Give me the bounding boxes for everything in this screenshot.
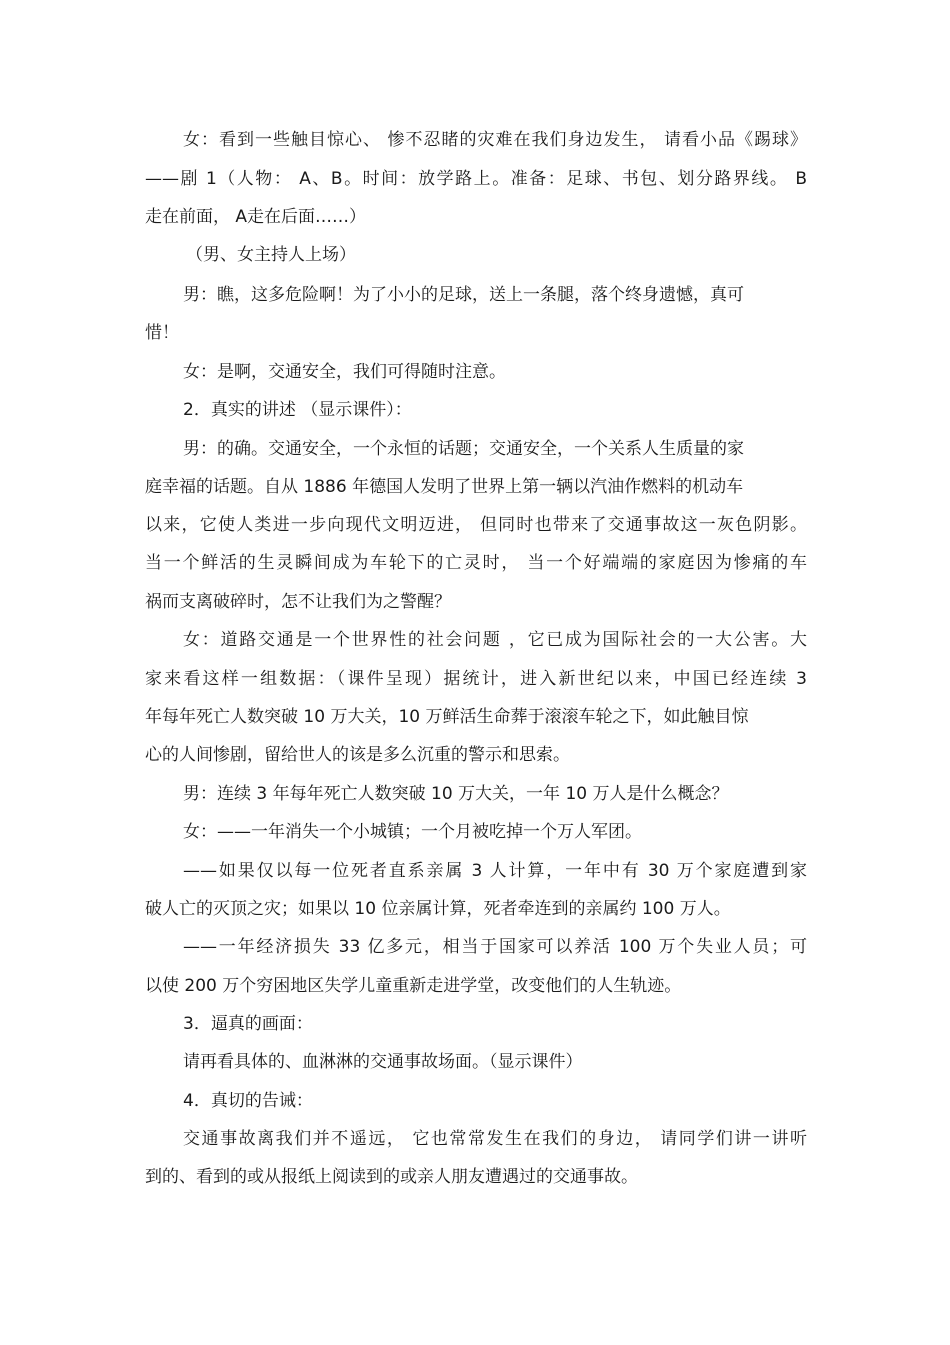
text-line: 惜！: [145, 323, 179, 343]
text-line: 男：的确。交通安全，一个永恒的话题；交通安全，一个关系人生质量的家: [183, 439, 744, 459]
text-line: 以使 200 万个穷困地区失学儿童重新走进学堂，改变他们的人生轨迹。: [145, 976, 682, 996]
text-line: 女：——一年消失一个小城镇；一个月被吃掉一个万人军团。: [183, 822, 642, 842]
text-line: 男：瞧，这多危险啊！为了小小的足球，送上一条腿，落个终身遗憾，真可: [183, 285, 744, 305]
text-line: 3．逼真的画面：: [183, 1014, 313, 1034]
text-line: 2．真实的讲述 （显示课件）：: [183, 400, 412, 420]
text-line: 年每年死亡人数突破 10 万大关，10 万鲜活生命葬于滚滚车轮之下，如此触目惊: [145, 707, 749, 727]
text-line: ——一年经济损失 33 亿多元，相当于国家可以养活 100 万个失业人员；可: [183, 937, 807, 957]
text-line: 走在前面， A走在后面……）: [145, 207, 367, 227]
text-line: 交通事故离我们并不遥远， 它也常常发生在我们的身边， 请同学们讲一讲听: [183, 1129, 807, 1149]
text-line: 女：道路交通是一个世界性的社会问题 ，它已成为国际社会的一大公害。大: [183, 630, 807, 650]
text-line: 当一个鲜活的生灵瞬间成为车轮下的亡灵时， 当一个好端端的家庭因为惨痛的车: [145, 553, 807, 573]
text-line: ——剧 1（人物： A、B。时间：放学路上。准备：足球、书包、划分路界线。 B: [145, 169, 807, 189]
text-line: （男、女主持人上场）: [186, 245, 356, 265]
text-line: 以来，它使人类进一步向现代文明迈进， 但同时也带来了交通事故这一灰色阴影。: [145, 515, 807, 535]
text-line: 破人亡的灭顶之灾；如果以 10 位亲属计算，死者牵连到的亲属约 100 万人。: [145, 899, 731, 919]
text-line: 到的、看到的或从报纸上阅读到的或亲人朋友遭遇过的交通事故。: [145, 1167, 638, 1187]
text-line: 男：连续 3 年每年死亡人数突破 10 万大关，一年 10 万人是什么概念？: [183, 784, 729, 804]
text-line: 请再看具体的、血淋淋的交通事故场面。（显示课件）: [183, 1052, 583, 1072]
text-line: 祸而支离破碎时，怎不让我们为之警醒？: [145, 592, 451, 612]
text-line: 家来看这样一组数据：（课件呈现）据统计，进入新世纪以来，中国已经连续 3: [145, 669, 807, 689]
text-line: 女：看到一些触目惊心、 惨不忍睹的灾难在我们身边发生， 请看小品《踢球》: [183, 130, 807, 150]
text-line: 4．真切的告诫：: [183, 1091, 313, 1111]
text-line: 心的人间惨剧，留给世人的该是多么沉重的警示和思索。: [145, 745, 570, 765]
text-line: ——如果仅以每一位死者直系亲属 3 人计算，一年中有 30 万个家庭遭到家: [183, 861, 807, 881]
text-line: 女：是啊，交通安全，我们可得随时注意。: [183, 362, 506, 382]
text-line: 庭幸福的话题。自从 1886 年德国人发明了世界上第一辆以汽油作燃料的机动车: [145, 477, 744, 497]
